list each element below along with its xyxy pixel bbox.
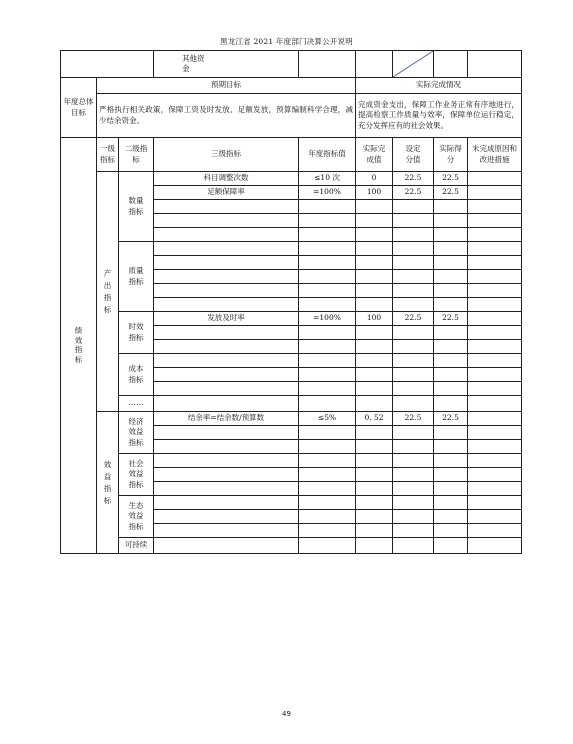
reason — [468, 312, 522, 326]
reason — [468, 186, 522, 200]
actual-value: 100 — [356, 186, 393, 200]
page-header: 黑龙江省 2021 年度部门决算公开说明 — [220, 37, 353, 46]
set-score: 22.5 — [393, 186, 434, 200]
goals-header-row — [61, 78, 522, 94]
sustainable-benefit-label: 可持续 — [119, 538, 154, 554]
reason — [468, 172, 522, 186]
actual-score: 22.5 — [434, 412, 468, 426]
actual-score: 22.5 — [434, 186, 468, 200]
actual-result-header: 实际完成情况 — [356, 78, 522, 94]
other-funds-row — [61, 51, 522, 78]
actual-value: 0. 52 — [356, 412, 393, 426]
set-score: 22.5 — [393, 172, 434, 186]
performance-table — [60, 50, 522, 554]
output-indicator-label: 产出指标 — [97, 172, 119, 412]
indicator-name: 结余率=结余数/预算数 — [154, 412, 299, 426]
set-score: 22.5 — [393, 412, 434, 426]
expected-goal-text: 严格执行相关政策，保障工资及时发放、足额发放，预算编制科学合理，减少结余资金。 — [97, 94, 356, 138]
benefit-indicator-label: 效益指标 — [97, 412, 119, 554]
col-annual: 年度指标值 — [299, 138, 356, 172]
table-row — [61, 312, 522, 326]
annual-value: =100% — [299, 312, 356, 326]
quality-indicator-label: 质量指标 — [119, 242, 154, 312]
annual-goal-label: 年度总体目标 — [61, 78, 97, 138]
diagonal-cell — [393, 51, 434, 78]
table-row — [61, 454, 522, 468]
table-row — [61, 412, 522, 426]
actual-result-text: 完成资金支出，保障工作业务正常有序地进行，提高检察工作质量与效率，保障单位运行稳定，充分发挥应有的社会效果。 — [356, 94, 522, 138]
table-row — [61, 242, 522, 256]
page-number: 49 — [282, 710, 291, 718]
col-level1: 一级指标 — [97, 138, 119, 172]
table-row — [61, 496, 522, 510]
ecological-benefit-label: 生态效益指标 — [119, 496, 154, 538]
col-setscore: 设定分值 — [393, 138, 434, 172]
annual-value: =100% — [299, 186, 356, 200]
reason — [468, 412, 522, 426]
performance-indicator-label: 绩效指标 — [61, 138, 97, 554]
ellipsis-indicator-label: …… — [119, 396, 154, 412]
indicator-name: 发放及时率 — [154, 312, 299, 326]
expected-goal-header: 预期目标 — [97, 78, 356, 94]
col-level2: 二级指标 — [119, 138, 154, 172]
annual-value: ≤5% — [299, 412, 356, 426]
table-row — [61, 396, 522, 412]
table-row — [61, 172, 522, 186]
economic-benefit-label: 经济效益指标 — [119, 412, 154, 454]
cost-indicator-label: 成本指标 — [119, 354, 154, 396]
timeliness-indicator-label: 时效指标 — [119, 312, 154, 354]
annual-value: ≤10 次 — [299, 172, 356, 186]
table-row — [61, 354, 522, 368]
indicator-header-row — [61, 138, 522, 172]
indicator-name: 足额保障率 — [154, 186, 299, 200]
actual-value: 100 — [356, 312, 393, 326]
quantity-indicator-label: 数量指标 — [119, 172, 154, 242]
goals-content-row — [61, 94, 522, 138]
other-funds-label: 其他资 金 — [154, 51, 299, 78]
col-actualscore: 实际得分 — [434, 138, 468, 172]
col-actual: 实际完成值 — [356, 138, 393, 172]
col-level3: 三级指标 — [154, 138, 299, 172]
indicator-name: 科目调整次数 — [154, 172, 299, 186]
actual-score: 22.5 — [434, 312, 468, 326]
col-reason: 未完成原因和改进措施 — [468, 138, 522, 172]
set-score: 22.5 — [393, 312, 434, 326]
actual-score: 22.5 — [434, 172, 468, 186]
table-row — [61, 538, 522, 554]
social-benefit-label: 社会效益指标 — [119, 454, 154, 496]
actual-value: 0 — [356, 172, 393, 186]
